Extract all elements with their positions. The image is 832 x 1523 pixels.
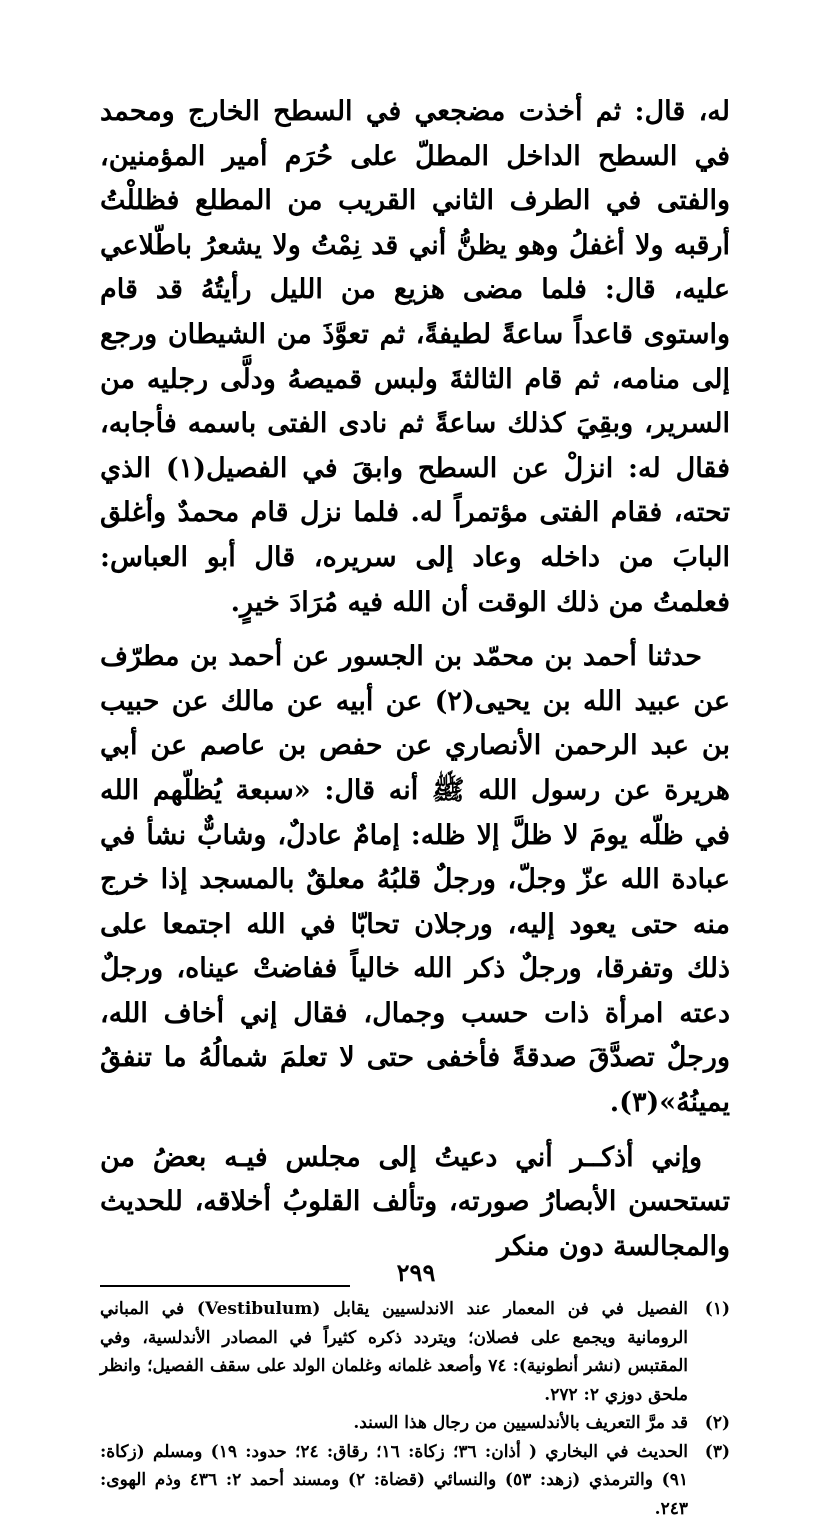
footnote-text: قد مرَّ التعريف بالأندلسيين من رجال هذا السند.	[353, 1413, 688, 1434]
footnote-number: (٣)	[704, 1441, 730, 1462]
paragraph-3: وإني أذكــر أني دعيتُ إلى مجلس فيـه بعضُ من تستحسن الأبصارُ صورته، وتألف القلوبُ أخلاقه، للحديث والمجالسة دون منكر	[100, 1141, 730, 1262]
footnote-number: (٢)	[704, 1413, 730, 1434]
footnote-3	[100, 1438, 730, 1523]
paragraph-2: حدثنا أحمد بن محمّد بن الجسور عن أحمد بن مطرّف عن عبيد الله بن يحيى(٢) عن أبيه عن مالك عن حبيب بن عبد الرحمن الأنصاري عن حفص بن عاصم عن أبي هريرة عن رسول الله ﷺ أنه قال: «سبعة يُظلّهم الله في ظلّه يومَ لا ظلَّ إلا ظله: إمامٌ عادلٌ، وشابٌّ نشأ في عبادة الله عزّ وجلّ، ورجلٌ قلبُهُ معلقٌ بالمسجد إذا خرج منه حتى يعود إليه، ورجلان تحابّا في الله اجتمعا على ذلك وتفرقا، ورجلٌ ذكر الله خالياً ففاضتْ عيناه، ورجلٌ دعته امرأة ذات حسب وجمال، فقال إني أخاف الله، ورجلٌ تصدَّقَ صدقةً فأخفى حتى لا تعلمَ شمالُهُ ما تنفقُ يمينُهُ»(٣).	[100, 641, 730, 1119]
page-body	[100, 90, 730, 1523]
footnote-1	[100, 1295, 730, 1409]
footnote-text: الفصيل في فن المعمار عند الاندلسيين يقابل (Vestibulum) في المباني الرومانية ويجمع على فصلان؛ ويتردد ذكره كثيراً في المصادر الأندلسية، وفي المقتبس (نشر أنطونية): ٧٤ وأصعد غلمانه وغلمان الولد على سقف الفصيل؛ وانظر ملحق دوزي ٢: ٢٧٢.	[100, 1299, 688, 1405]
footnote-text: الحديث في البخاري ( أذان: ٣٦؛ زكاة: ١٦؛ رقاق: ٢٤؛ حدود: ١٩) ومسلم (زكاة: ٩١) والترمذي (زهد: ٥٣) والنسائي (قضاة: ٢) ومسند أحمد ٢: ٤٣٦ وذم الهوى: ٢٤٣.	[100, 1441, 689, 1519]
paragraph-1: له، قال: ثم أخذت مضجعي في السطح الخارج ومحمد في السطح الداخل المطلّ على حُرَم أمير المؤمنين، والفتى في الطرف الثاني القريب من المطلع فظللْتُ أرقبه ولا أغفلُ وهو يظنُّ أني قد نِمْتُ ولا يشعرُ باطّلاعي عليه، قال: فلما مضى هزيع من الليل رأيتُهُ قد قام واستوى قاعداً ساعةً لطيفةً، ثم تعوَّذَ من الشيطان ورجع إلى منامه، ثم قام الثالثةَ ولبس قميصهُ ودلَّى رجليه من السرير، وبقِيَ كذلك ساعةً ثم نادى الفتى باسمه فأجابه، فقال له: انزلْ عن السطح وابقَ في الفصيل(١) الذي تحته، فقام الفتى مؤتمراً له. فلما نزل قام محمدٌ وأغلق البابَ من داخله وعاد إلى سريره، قال أبو العباس: فعلمتُ من ذلك الوقت أن الله فيه مُرَادَ خيرٍ.	[100, 96, 730, 618]
footnote-2	[100, 1409, 730, 1438]
main-text	[100, 90, 730, 1269]
footnote-number: (١)	[704, 1299, 730, 1320]
page-number: ٢٩٩	[396, 1258, 436, 1287]
footnotes	[100, 1295, 730, 1523]
